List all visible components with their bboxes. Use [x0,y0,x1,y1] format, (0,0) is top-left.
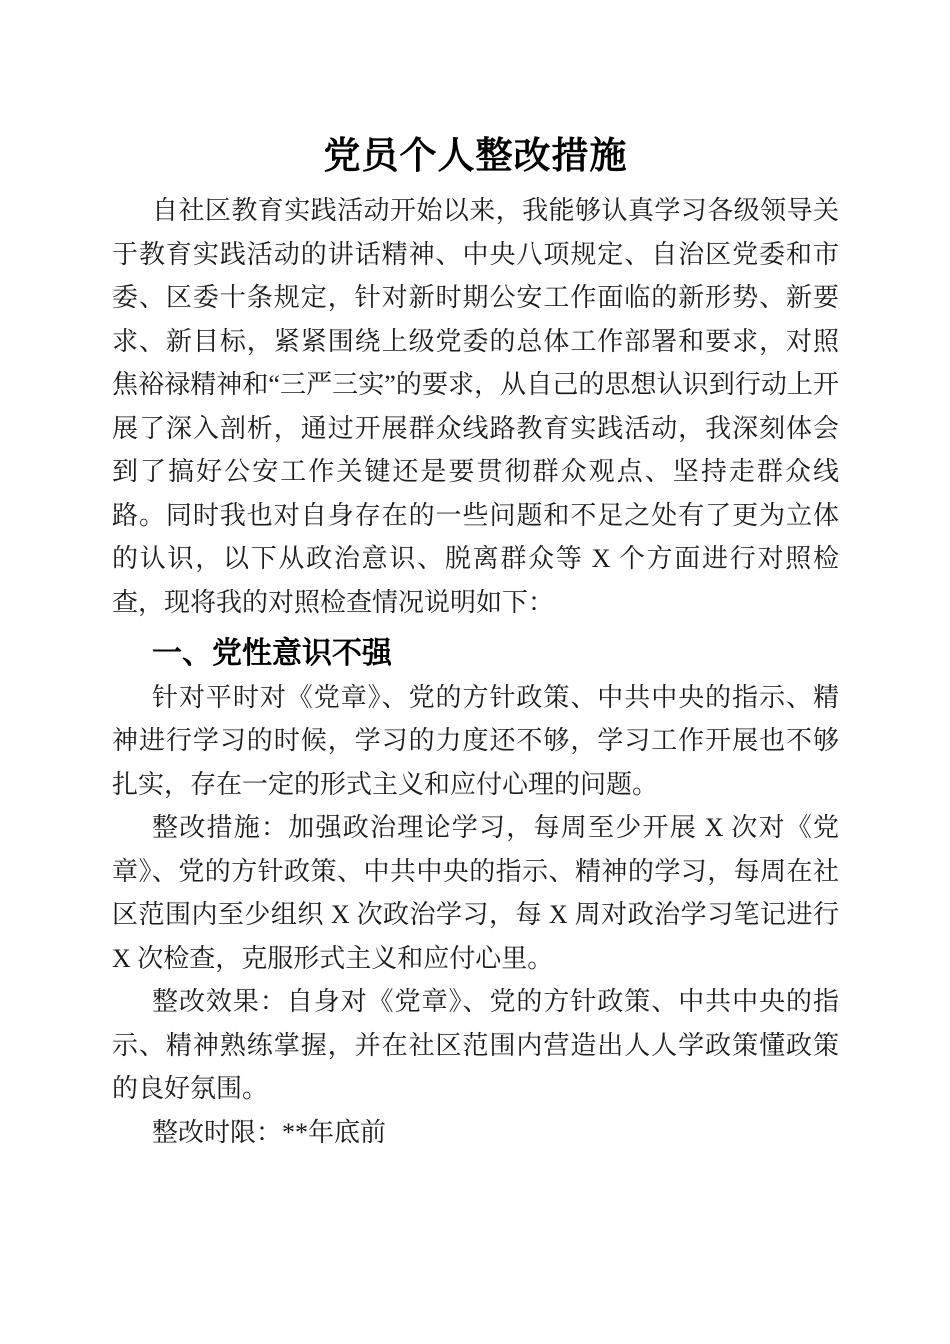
paragraph: 针对平时对《党章》、党的方针政策、中共中央的指示、精神进行学习的时候，学习的力度还不够，学习工作开展也不够扎实，存在一定的形式主义和应付心理的问题。 [112,682,839,799]
document-title: 党员个人整改措施 [323,136,628,177]
paragraph: 整改时限：**年底前 [152,1117,387,1147]
paragraph: 自社区教育实践活动开始以来，我能够认真学习各级领导关于教育实践活动的讲话精神、中央八项规定、自治区党委和市委、区委十条规定，针对新时期公安工作面临的新形势、新要求、新目标，紧紧围绕上级党委的总体工作部署和要求，对照焦裕禄精神和“三严三实”的要求，从自己的思想认识到行动上开展了深入剖析，通过开展群众线路教育实践活动，我深刻体会到了搞好公安工作关键还是要贯彻群众观点、坚持走群众线路。同时我也对自身存在的一些问题和不足之处有了更为立体的认识，以下从政治意识、脱离群众等 X 个方面进行对照检查，现将我的对照检查情况说明如下： [112,196,839,617]
section-heading: 一、党性意识不强 [152,637,392,670]
paragraph: 整改效果：自身对《党章》、党的方针政策、中共中央的指示、精神熟练掌握，并在社区范围内营造出人人学政策懂政策的良好氛围。 [112,987,839,1103]
paragraph: 整改措施：加强政治理论学习，每周至少开展 X 次对《党章》、党的方针政策、中共中央的指示、精神的学习，每周在社区范围内至少组织 X 次政治学习，每 X 周对政治学习笔记进行 X 次检查，克服形式主义和应付心里。 [112,813,839,973]
paragraph-container [112,189,839,1154]
document-body [112,0,839,1154]
